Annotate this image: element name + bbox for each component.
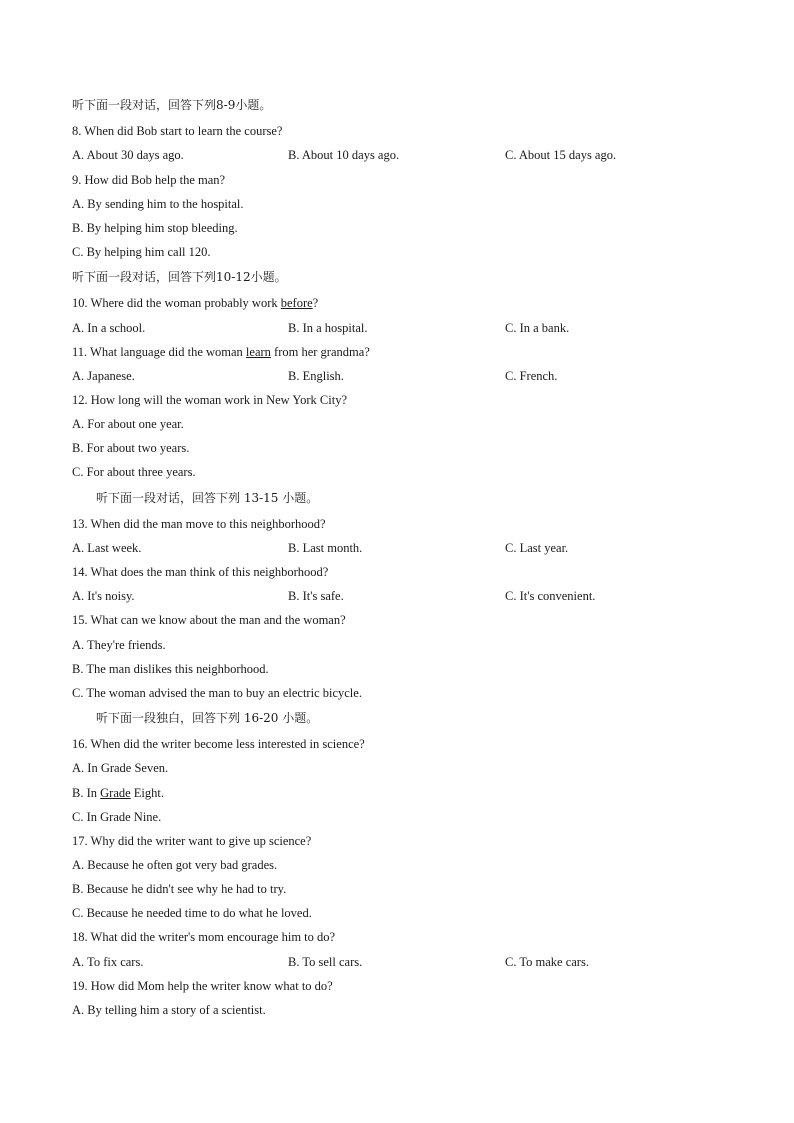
q16-option-a: A. In Grade Seven. <box>72 761 169 775</box>
q12-option-b: B. For about two years. <box>72 441 190 455</box>
q14-option-b: B. It's safe. <box>288 589 344 603</box>
q16-option-c: C. In Grade Nine. <box>72 810 162 824</box>
q12-option-a: A. For about one year. <box>72 417 184 431</box>
section-heading-16-20: 听下面一段独白，回答下列 16-20 小题。 <box>96 711 319 725</box>
question-9: 9. How did Bob help the man? <box>72 173 226 187</box>
question-15: 15. What can we know about the man and the woman? <box>72 613 346 627</box>
q11-text-end: from her grandma? <box>270 345 370 359</box>
q12-option-c: C. For about three years. <box>72 465 196 479</box>
q10-text-end: ? <box>312 296 319 310</box>
q17-option-a: A. Because he often got very bad grades. <box>72 858 278 872</box>
question-12: 12. How long will the woman work in New York City? <box>72 393 347 407</box>
q15-option-c: C. The woman advised the man to buy an electric bicycle. <box>72 686 362 700</box>
q13-option-c: C. Last year. <box>505 541 569 555</box>
q18-option-c: C. To make cars. <box>505 955 589 969</box>
q15-option-a: A. They're friends. <box>72 638 166 652</box>
q11-option-b: B. English. <box>288 369 344 383</box>
q11-option-c: C. French. <box>505 369 558 383</box>
question-16: 16. When did the writer become less interested in science? <box>72 737 365 751</box>
q18-option-a: A. To fix cars. <box>72 955 144 969</box>
q17-option-c: C. Because he needed time to do what he loved. <box>72 906 312 920</box>
q10-option-c: C. In a bank. <box>505 321 570 335</box>
section-heading-10-12: 听下面一段对话，回答下列10-12小题。 <box>72 270 287 284</box>
q10-option-b: B. In a hospital. <box>288 321 368 335</box>
q10-underlined-word: before <box>280 296 313 310</box>
question-17: 17. Why did the writer want to give up science? <box>72 834 312 848</box>
q17-option-b: B. Because he didn't see why he had to try. <box>72 882 287 896</box>
q8-option-b: B. About 10 days ago. <box>288 148 400 162</box>
q16-option-b-text: B. In <box>72 786 101 800</box>
q18-option-b: B. To sell cars. <box>288 955 363 969</box>
q9-option-c: C. By helping him call 120. <box>72 245 211 259</box>
q14-option-c: C. It's convenient. <box>505 589 596 603</box>
q10-text: 10. Where did the woman probably work <box>72 296 281 310</box>
q9-option-b: B. By helping him stop bleeding. <box>72 221 238 235</box>
question-13: 13. When did the man move to this neighborhood? <box>72 517 326 531</box>
question-8: 8. When did Bob start to learn the course? <box>72 124 283 138</box>
q10-option-a: A. In a school. <box>72 321 146 335</box>
q16-option-b-end: Eight. <box>130 786 165 800</box>
q16-underlined-word: Grade <box>100 786 131 800</box>
question-14: 14. What does the man think of this neighborhood? <box>72 565 329 579</box>
question-18: 18. What did the writer's mom encourage him to do? <box>72 930 336 944</box>
question-10 <box>72 295 318 311</box>
q14-option-a: A. It's noisy. <box>72 589 135 603</box>
q11-text: 11. What language did the woman <box>72 345 246 359</box>
q8-option-a: A. About 30 days ago. <box>72 148 184 162</box>
q9-option-a: A. By sending him to the hospital. <box>72 197 244 211</box>
section-heading-13-15: 听下面一段对话，回答下列 13-15 小题。 <box>96 491 319 505</box>
q11-option-a: A. Japanese. <box>72 369 135 383</box>
q15-option-b: B. The man dislikes this neighborhood. <box>72 662 269 676</box>
question-11 <box>72 344 370 360</box>
q16-option-b <box>72 785 164 801</box>
q13-option-b: B. Last month. <box>288 541 363 555</box>
q13-option-a: A. Last week. <box>72 541 142 555</box>
question-19: 19. How did Mom help the writer know what to do? <box>72 979 333 993</box>
section-heading-8-9: 听下面一段对话，回答下列8-9小题。 <box>72 98 272 112</box>
q11-underlined-word: learn <box>245 345 271 359</box>
q8-option-c: C. About 15 days ago. <box>505 148 617 162</box>
q19-option-a: A. By telling him a story of a scientist. <box>72 1003 266 1017</box>
